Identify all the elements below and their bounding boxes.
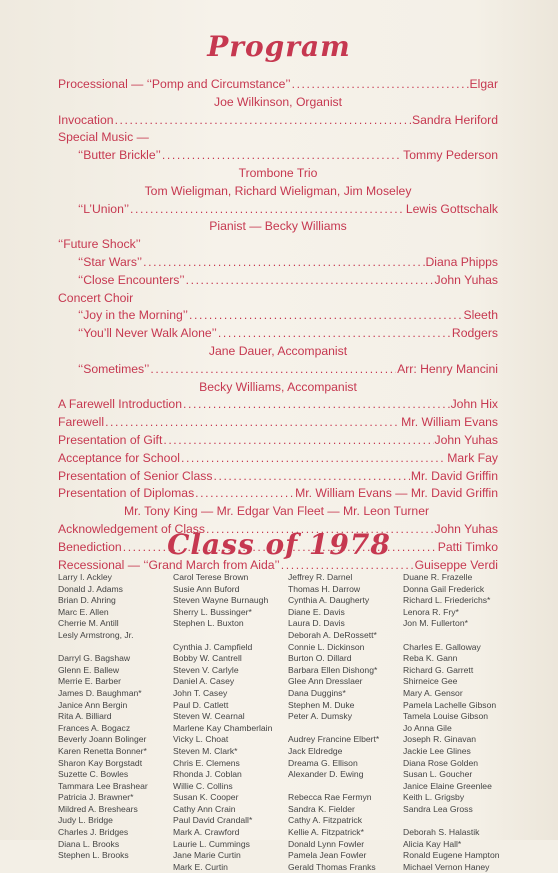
graduate-name: Sandra K. Fielder xyxy=(288,803,355,814)
program-item-label: ‘‘Star Wars’’ xyxy=(78,254,143,269)
graduate-name: Diane E. Davis xyxy=(288,606,345,617)
program-line xyxy=(58,129,498,147)
dot-leader xyxy=(186,272,434,290)
graduate-name: Beverly Joann Bolinger xyxy=(58,734,147,745)
dot-leader xyxy=(181,450,446,468)
program-item-performer: Rodgers xyxy=(451,326,498,341)
program-item-performer: Lewis Gottschalk xyxy=(405,201,498,216)
program-item-label: ‘‘L’Union’’ xyxy=(78,201,130,216)
graduate-name: Vicky L. Choat xyxy=(173,734,229,745)
graduate-name: Steven Wayne Burnaugh xyxy=(173,595,269,606)
program-line xyxy=(58,485,498,503)
program-item-label: Farewell xyxy=(58,415,105,430)
graduate-name: Marlene Kay Chamberlain xyxy=(173,722,273,733)
graduate-name: Darryl G. Bagshaw xyxy=(58,653,131,664)
program-item-performer: Sleeth xyxy=(463,308,498,323)
graduate-name: Audrey Francine Elbert* xyxy=(288,734,380,745)
graduate-name: Diana L. Brooks xyxy=(58,838,120,849)
graduate-name: Keith L. Grigsby xyxy=(403,792,465,803)
program-line xyxy=(58,343,498,361)
program-item-label: ‘‘Joy in the Morning’’ xyxy=(78,308,188,323)
dot-leader xyxy=(189,307,462,325)
graduate-name: Glenn E. Ballew xyxy=(58,664,120,675)
graduate-name: Janice Elaine Greenlee xyxy=(403,780,492,791)
graduate-name: Steven M. Clark* xyxy=(173,745,238,756)
dot-leader xyxy=(150,361,396,379)
program-line-text: Trombone Trio xyxy=(238,165,318,180)
program-item-label: ‘‘Close Encounters’’ xyxy=(78,272,185,287)
program-item-performer: Mr. William Evans xyxy=(401,415,498,430)
graduate-name: Connie L. Dickinson xyxy=(288,641,365,652)
program-line xyxy=(58,503,498,521)
graduate-name: Mary A. Gensor xyxy=(403,687,463,698)
program-line xyxy=(58,165,498,183)
graduate-name: Sharon Kay Borgstadt xyxy=(58,757,143,768)
graduate-name: Frances A. Bogacz xyxy=(58,722,131,733)
program-title: Program xyxy=(207,30,351,63)
class-title: Class of 1978 xyxy=(167,528,391,561)
program-line xyxy=(58,396,498,414)
roster-gap xyxy=(288,781,403,793)
roster-column xyxy=(288,572,403,873)
graduate-name: Donna Gail Frederick xyxy=(403,583,485,594)
graduate-name: Kellie A. Fitzpatrick* xyxy=(288,827,364,838)
graduate-name: Larry I. Ackley xyxy=(58,572,112,582)
graduate-name: Judy L. Bridge xyxy=(58,815,113,826)
program-list xyxy=(58,76,498,574)
program-line xyxy=(58,379,498,397)
program-line-text: Tom Wieligman, Richard Wieligman, Jim Moseley xyxy=(144,183,412,198)
roster-gap xyxy=(58,642,173,654)
graduate-name: Laurie L. Cummings xyxy=(173,838,250,849)
graduate-name: Rebecca Rae Fermyn xyxy=(288,792,372,803)
graduate-name: Peter A. Dumsky xyxy=(288,711,352,722)
program-item-performer: John Yuhas xyxy=(434,521,498,536)
graduate-name: Alicia Kay Hall* xyxy=(403,838,462,849)
graduate-name: Daniel A. Casey xyxy=(173,676,235,687)
graduate-name: Glee Ann Dresslaer xyxy=(288,676,363,687)
roster-column xyxy=(58,572,173,873)
program-line xyxy=(58,94,498,112)
graduate-name: Mildred A. Breshears xyxy=(58,803,138,814)
graduate-name: Sandra Lea Gross xyxy=(403,803,473,814)
program-line xyxy=(58,201,498,219)
dot-leader xyxy=(213,468,409,486)
graduate-name: Willie C. Collins xyxy=(173,780,233,791)
graduate-name: Mark E. Curtin xyxy=(173,861,228,872)
graduate-name: Laura D. Davis xyxy=(288,618,345,629)
graduate-name: Donald J. Adams xyxy=(58,583,123,594)
graduate-name: Dana Duggins* xyxy=(288,687,346,698)
graduate-name: Thomas H. Darrow xyxy=(288,583,361,594)
graduate-name: Mark A. Crawford xyxy=(173,827,240,838)
graduate-name: Jon M. Fullerton* xyxy=(403,618,468,629)
roster-gap xyxy=(403,815,518,827)
program-line-text: Jane Dauer, Accompanist xyxy=(208,343,348,358)
program-item-performer: John Yuhas xyxy=(434,272,498,287)
graduate-name: Cathy A. Fitzpatrick xyxy=(288,815,363,826)
program-item-performer: Sandra Heriford xyxy=(411,112,498,127)
dot-leader xyxy=(162,147,402,165)
program-item-label: Presentation of Senior Class xyxy=(58,468,213,483)
graduate-name: Michael Vernon Haney xyxy=(403,861,490,872)
graduate-name: Paul D. Catlett xyxy=(173,699,229,710)
graduate-name: Janice Ann Bergin xyxy=(58,699,128,710)
program-line xyxy=(58,307,498,325)
program-line xyxy=(58,254,498,272)
graduate-name: Sherry L. Bussinger* xyxy=(173,606,252,617)
program-item-label: Acceptance for School xyxy=(58,450,180,465)
program-item-performer: John Hix xyxy=(450,397,498,412)
roster-gap xyxy=(173,630,288,642)
program-line xyxy=(58,147,498,165)
program-line-text: Mr. Tony King — Mr. Edgar Van Fleet — Mr. Leon Turner xyxy=(124,504,430,519)
graduate-name: Charles J. Bridges xyxy=(58,827,129,838)
graduate-name: Stephen L. Brooks xyxy=(58,850,129,861)
program-item-label: Processional — ‘‘Pomp and Circumstance’’ xyxy=(58,77,291,91)
graduate-name: Patricia J. Brawner* xyxy=(58,792,134,803)
program-line-text: Concert Choir xyxy=(58,290,134,305)
graduate-name: Deborah S. Halastik xyxy=(403,827,480,838)
graduate-name: Jeffrey R. Darnel xyxy=(288,572,353,582)
program-item-label: A Farewell Introduction xyxy=(58,397,182,412)
graduate-name: Alexander D. Ewing xyxy=(288,769,364,780)
graduate-name: Cherrie M. Antill xyxy=(58,618,119,629)
program-line-text: Special Music — xyxy=(58,130,149,145)
program-line xyxy=(58,218,498,236)
graduate-name: Duane R. Frazelle xyxy=(403,572,473,582)
class-roster xyxy=(58,572,518,873)
graduate-name: Carol Terese Brown xyxy=(173,572,249,582)
dot-leader xyxy=(292,76,469,94)
graduate-name: Bobby W. Cantrell xyxy=(173,653,242,664)
program-line-text: ‘‘Future Shock’’ xyxy=(58,237,141,252)
graduate-name: Suzette C. Bowles xyxy=(58,769,129,780)
program-item-label: Presentation of Diplomas xyxy=(58,486,195,501)
graduate-name: Joseph R. Ginavan xyxy=(403,734,477,745)
dot-leader xyxy=(218,325,451,343)
roster-column xyxy=(173,572,288,873)
dot-leader xyxy=(195,485,294,503)
graduate-name: Pamela Jean Fowler xyxy=(288,850,367,861)
program-line xyxy=(58,272,498,290)
dot-leader xyxy=(130,201,405,219)
program-item-label: Recessional — ‘‘Grand March from Aida’’ xyxy=(58,557,280,572)
program-line xyxy=(58,414,498,432)
program-line xyxy=(58,450,498,468)
program-item-performer: John Yuhas xyxy=(434,432,498,447)
graduate-name: Reba K. Gann xyxy=(403,653,458,664)
program-item-label: Benediction xyxy=(58,539,122,554)
graduate-name: Lesly Armstrong, Jr. xyxy=(58,629,134,640)
graduate-name: Cynthia J. Campfield xyxy=(173,641,253,652)
graduate-name: Lenora R. Fry* xyxy=(403,606,459,617)
graduate-name: Cathy Ann Crain xyxy=(173,803,236,814)
graduate-name: Donald Lynn Fowler xyxy=(288,838,365,849)
graduate-name: Gerald Thomas Franks xyxy=(288,861,376,872)
program-item-performer: Mr. William Evans — Mr. David Griffin xyxy=(295,486,498,501)
program-item-label: Acknowledgement of Class xyxy=(58,521,205,536)
graduate-name: Jane Marie Curtin xyxy=(173,850,241,861)
program-item-performer: Diana Phipps xyxy=(425,254,498,269)
dot-leader xyxy=(183,396,450,414)
graduate-name: Richard L. Friederichs* xyxy=(403,595,491,606)
graduate-name: Charles E. Galloway xyxy=(403,641,481,652)
graduate-name: Jo Anna Gile xyxy=(403,722,452,733)
graduate-name: Marc E. Allen xyxy=(58,606,109,617)
program-item-performer: Elgar xyxy=(469,77,498,91)
program-line-text: Joe Wilkinson, Organist xyxy=(213,94,343,109)
program-item-label: ‘‘Butter Brickle’’ xyxy=(78,148,161,163)
graduate-name: Jack Eldredge xyxy=(288,745,343,756)
dot-leader xyxy=(163,432,433,450)
program-item-performer: Patti Timko xyxy=(437,539,498,554)
graduate-name: Susie Ann Buford xyxy=(173,583,240,594)
program-line-text: Becky Williams, Accompanist xyxy=(199,379,357,394)
program-line xyxy=(58,76,498,94)
program-item-performer: Mr. David Griffin xyxy=(410,468,498,483)
dot-leader xyxy=(143,254,424,272)
graduate-name: Stephen L. Buxton xyxy=(173,618,244,629)
graduate-name: Rhonda J. Coblan xyxy=(173,769,242,780)
program-line xyxy=(58,290,498,308)
graduate-name: Tammara Lee Brashear xyxy=(58,780,148,791)
graduate-name: Barbara Ellen Dishong* xyxy=(288,664,378,675)
program-line xyxy=(58,183,498,201)
program-item-performer: Tommy Pederson xyxy=(403,148,498,163)
graduate-name: Deborah A. DeRossett* xyxy=(288,629,377,640)
graduate-name: Brian D. Ahring xyxy=(58,595,116,606)
roster-gap xyxy=(403,630,518,642)
graduate-name: Pamela Lachelle Gibson xyxy=(403,699,497,710)
graduate-name: Karen Renetta Bonner* xyxy=(58,745,147,756)
graduate-name: Steven V. Carlyle xyxy=(173,664,239,675)
graduate-name: Paul David Crandall* xyxy=(173,815,253,826)
program-line xyxy=(58,236,498,254)
program-item-label: Presentation of Gift xyxy=(58,432,163,447)
program-line xyxy=(58,468,498,486)
graduate-name: Cynthia A. Daugherty xyxy=(288,595,370,606)
graduate-name: James D. Baughman* xyxy=(58,687,142,698)
graduate-name: Jackie Lee Glines xyxy=(403,745,471,756)
program-item-performer: Arr: Henry Mancini xyxy=(397,361,498,376)
graduate-name: Chris E. Clemens xyxy=(173,757,240,768)
graduate-name: Ronald Eugene Hampton xyxy=(403,850,500,861)
graduate-name: John T. Casey xyxy=(173,687,228,698)
roster-column xyxy=(403,572,518,873)
graduate-name: Stephen M. Duke xyxy=(288,699,355,710)
dot-leader xyxy=(105,414,400,432)
program-item-label: ‘‘Sometimes’’ xyxy=(78,361,150,376)
graduate-name: Burton O. Dillard xyxy=(288,653,352,664)
program-item-performer: Mark Fay xyxy=(447,450,498,465)
program-line-text: Pianist — Becky Williams xyxy=(209,219,347,234)
graduate-name: Merrie E. Barber xyxy=(58,676,122,687)
graduate-name: Tamela Louise Gibson xyxy=(403,711,489,722)
program-item-label: Invocation xyxy=(58,112,114,127)
dot-leader xyxy=(115,112,411,130)
graduate-name: Richard G. Garrett xyxy=(403,664,474,675)
program-item-label: ‘‘You’ll Never Walk Alone’’ xyxy=(78,326,217,341)
program-line xyxy=(58,325,498,343)
program-line xyxy=(58,432,498,450)
program-line xyxy=(58,361,498,379)
program-line xyxy=(58,112,498,130)
program-item-performer: Guiseppe Verdi xyxy=(414,557,498,572)
graduate-name: Shirneice Gee xyxy=(403,676,458,687)
graduate-name: Steven W. Cearnal xyxy=(173,711,245,722)
graduate-name: Susan K. Cooper xyxy=(173,792,239,803)
graduate-name: Susan L. Goucher xyxy=(403,769,473,780)
graduate-name: Rita A. Billiard xyxy=(58,711,112,722)
roster-gap xyxy=(288,723,403,735)
graduate-name: Diana Rose Golden xyxy=(403,757,479,768)
graduate-name: Dreama G. Ellison xyxy=(288,757,358,768)
